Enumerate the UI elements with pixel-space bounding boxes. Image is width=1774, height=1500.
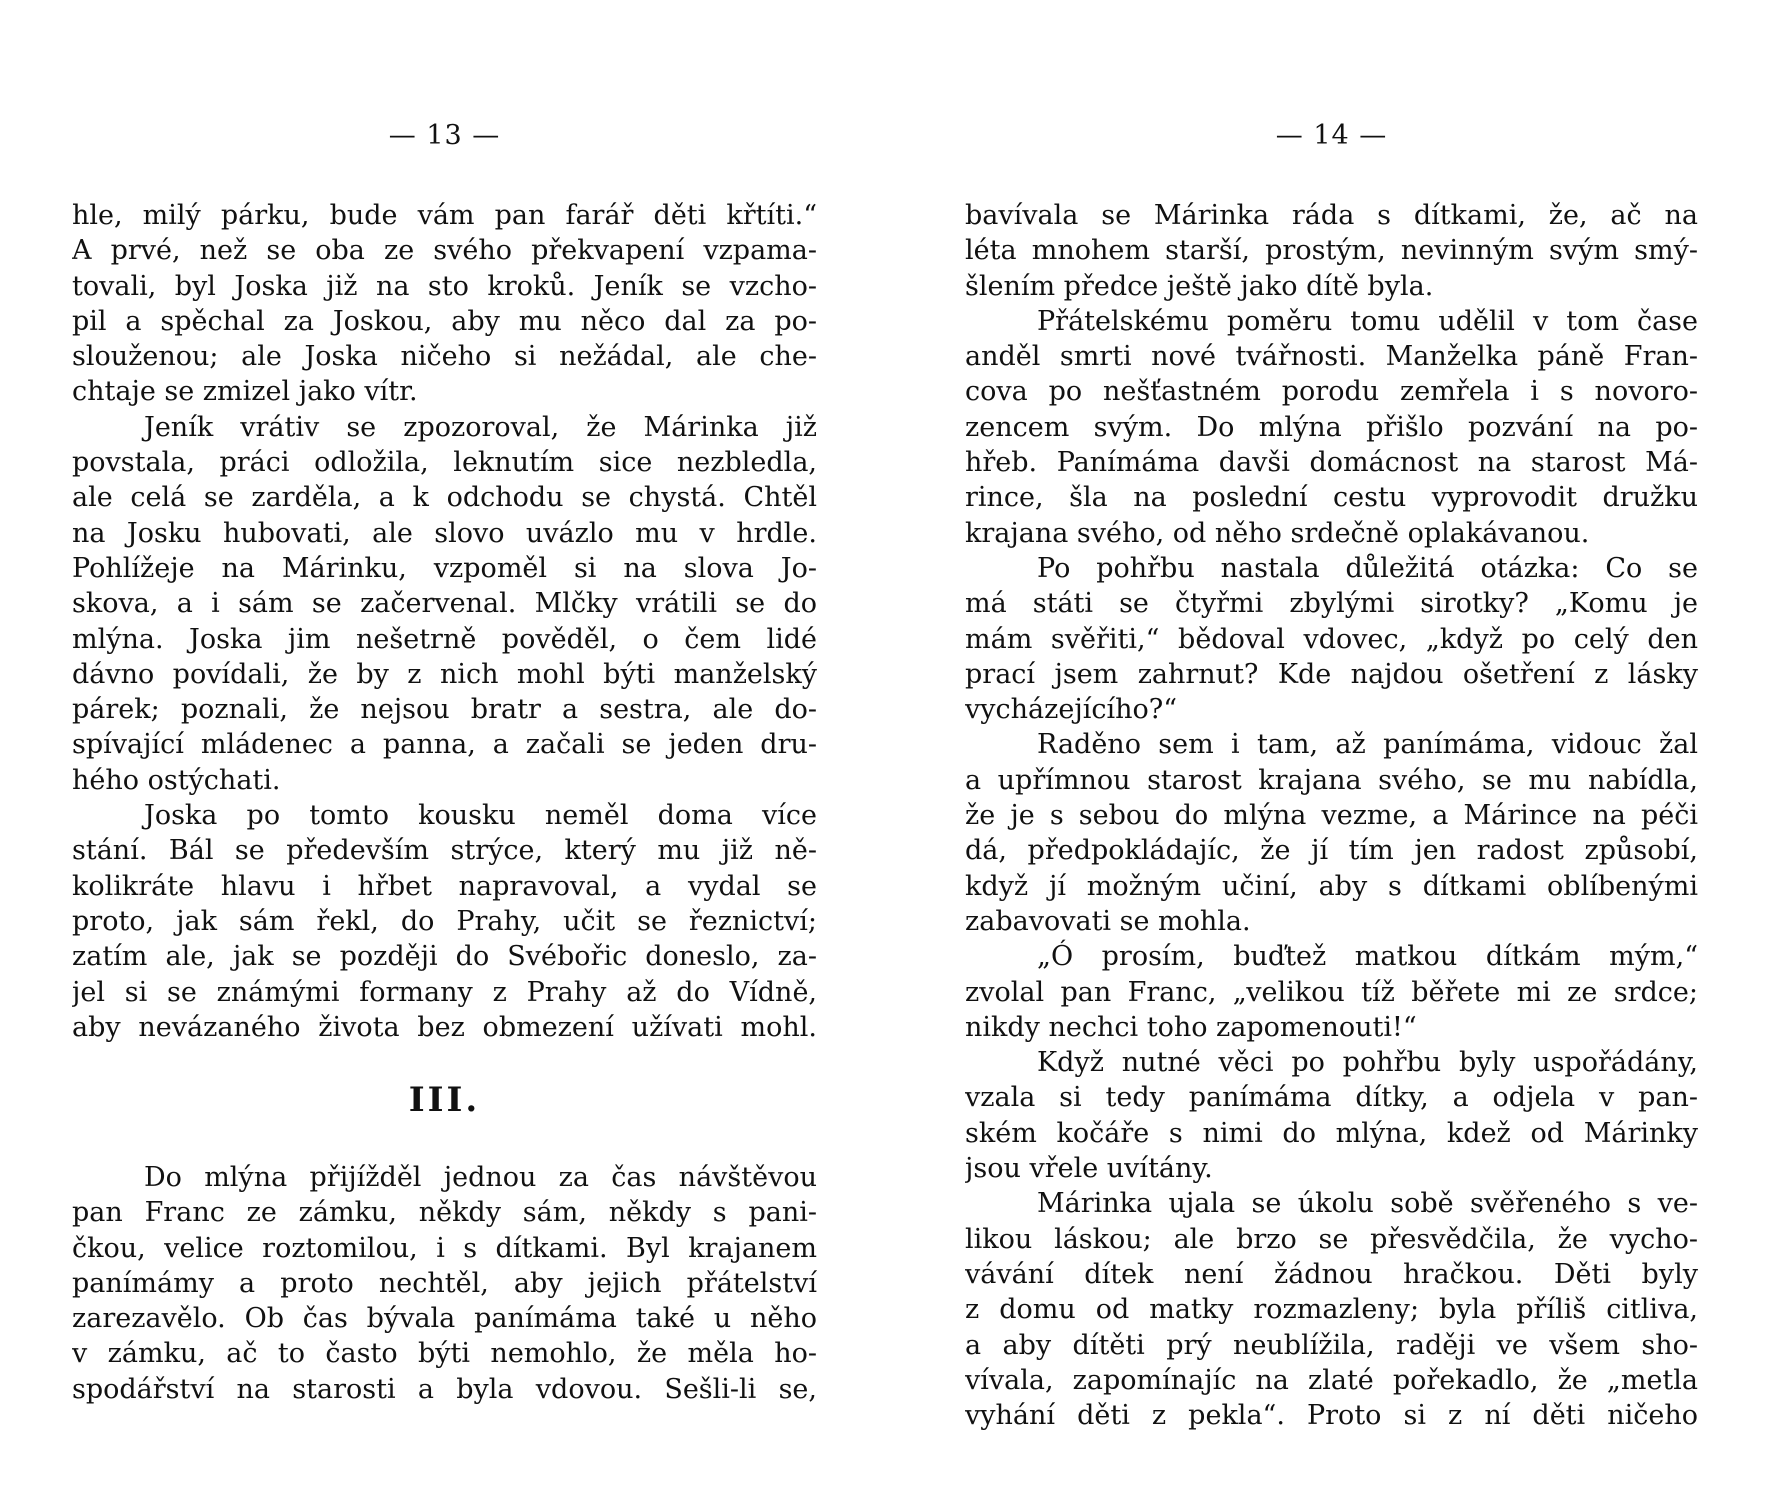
text-line: slouženou; ale Joska ničeho si nežádal, ale che- [72,341,817,373]
text-line: mám svěřiti,“ bědoval vdovec, „když po celý den [965,623,1698,655]
text-line: čkou, velice roztomilou, i s dítkami. Byl krajanem [72,1232,817,1264]
text-line: ském kočáře s nimi do mlýna, kdež od Márinky [965,1117,1698,1149]
text-line: hého ostýchati. [72,764,281,796]
text-line: skova, a i sám se začervenal. Mlčky vrátili se do [72,588,817,620]
text-line: vzala si tedy panímáma dítky, a odjela v pan- [965,1082,1698,1114]
text-line: aby nevázaného života bez obmezení užívati mohl. [72,1011,817,1043]
text-line: léta mnohem starší, prostým, nevinným svým smý- [965,235,1698,267]
text-line: dá, předpokládajíc, že jí tím jen radost způsobí, [965,835,1698,867]
text-line: Raděno sem i tam, až panímáma, vidouc žal [1037,729,1698,761]
text-line: z domu od matky rozmazleny; byla příliš citliva, [965,1294,1698,1326]
text-line: vyhání děti z pekla“. Proto si z ní děti ničeho [965,1400,1698,1432]
text-line: spívající mládenec a panna, a začali se jeden dru- [72,729,817,761]
text-line: anděl smrti nové tvářnosti. Manželka páně Fran- [965,341,1698,373]
text-block-after-chapter [72,1160,817,1407]
text-line: vávání dítek není žádnou hračkou. Děti byly [965,1258,1698,1290]
text-line: chtaje se zmizel jako vítr. [72,376,418,408]
text-line: nikdy nechci toho zapomenouti!“ [965,1011,1417,1043]
text-line: krajana svého, od něho srdečně oplakávanou. [965,517,1590,549]
text-line: na Josku hubovati, ale slovo uvázlo mu v hrdle. [72,517,817,549]
text-line: Když nutné věci po pohřbu byly uspořádány, [1037,1047,1698,1079]
text-line: jel si se známými formany z Prahy až do Vídně, [72,976,817,1008]
text-line: ale celá se zarděla, a k odchodu se chystá. Chtěl [72,482,817,514]
text-line: Márinka ujala se úkolu sobě svěřeného s ve- [1037,1188,1698,1220]
text-line: hřeb. Panímáma davši domácnost na starost Má- [965,447,1698,479]
text-line: vycházejícího?“ [965,694,1178,726]
text-line: párek; poznali, že nejsou bratr a sestra, ale do- [72,694,817,726]
text-line: jsou vřele uvítány. [965,1153,1213,1185]
text-line: zarezavělo. Ob čas bývala panímáma také u něho [72,1303,817,1335]
text-line: kolikráte hlavu i hřbet napravoval, a vydal se [72,870,817,902]
text-line: panímámy a proto nechtěl, aby jejich přátelství [72,1267,817,1299]
text-line: A prvé, než se oba ze svého překvapení vzpama- [72,235,817,267]
text-line: Po pohřbu nastala důležitá otázka: Co se [1037,552,1698,584]
text-line: proto, jak sám řekl, do Prahy, učit se řeznictví; [72,905,817,937]
text-line: když jí možným učiní, aby s dítkami oblíbenými [965,870,1698,902]
text-line: zatím ale, jak se později do Svébořic doneslo, za- [72,941,817,973]
text-line: Přátelskému poměru tomu udělil v tom čase [1037,305,1698,337]
text-line: Jeník vrátiv se zpozoroval, že Márinka již [144,411,817,443]
text-line: že je s sebou do mlýna vezme, a Márince na péči [965,800,1698,832]
text-line: a aby dítěti prý neublížila, raději ve všem sho- [965,1329,1698,1361]
text-line: zencem svým. Do mlýna přišlo pozvání na po- [965,411,1698,443]
text-line: vívala, zapomínajíc na zlaté pořekadlo, že „metla [965,1364,1698,1396]
text-line: Pohlížeje na Márinku, vzpoměl si na slova Jo- [72,552,817,584]
text-line: má státi se čtyřmi zbylými sirotky? „Komu je [965,588,1698,620]
text-line: cova po nešťastném porodu zemřela i s novoro- [965,376,1698,408]
text-line: spodářství na starosti a byla vdovou. Sešli-li se, [72,1373,817,1405]
chapter-heading: III. [408,1080,481,1120]
text-line: a upřímnou starost krajana svého, se mu nabídla, [965,764,1698,796]
text-line: bavívala se Márinka ráda s dítkami, že, ač na [965,200,1698,231]
text-line: v zámku, ač to často býti nemohlo, že měla ho- [72,1338,817,1370]
text-line: Joska po tomto kousku neměl doma více [144,800,817,832]
text-line: šlením předce ještě jako dítě byla. [965,270,1434,302]
page-number: — 13 — [388,120,501,151]
text-line: stání. Bál se především strýce, který mu již ně- [72,835,817,867]
text-line: tovali, byl Joska již na sto kroků. Jeník se vzcho- [72,270,817,302]
text-line: rince, šla na poslední cestu vyprovodit družku [965,482,1698,514]
text-line: zabavovati se mohla. [965,905,1251,937]
text-line: dávno povídali, že by z nich mohl býti manželský [72,658,817,690]
text-line: likou láskou; ale brzo se přesvědčila, že vycho- [965,1223,1698,1255]
text-line: mlýna. Joska jim nešetrně pověděl, o čem lidé [72,623,817,655]
text-block-before-chapter [72,198,817,1045]
text-line: Do mlýna přijížděl jednou za čas návštěvou [144,1162,817,1193]
text-line: prací jsem zahrnut? Kde najdou ošetření z lásky [965,658,1698,690]
text-line: „Ó prosím, buďtež matkou dítkám mým,“ [1037,941,1698,973]
text-line: hle, milý párku, bude vám pan farář děti křtíti.“ [72,200,817,231]
text-line: povstala, práci odložila, leknutím sice nezbledla, [72,447,817,479]
text-block [965,198,1698,1433]
text-line: zvolal pan Franc, „velikou tíž běřete mi ze srdce; [965,976,1698,1008]
text-line: pan Franc ze zámku, někdy sám, někdy s pani- [72,1197,817,1229]
page-number: — 14 — [1275,120,1388,151]
text-line: pil a spěchal za Joskou, aby mu něco dal za po- [72,305,817,337]
